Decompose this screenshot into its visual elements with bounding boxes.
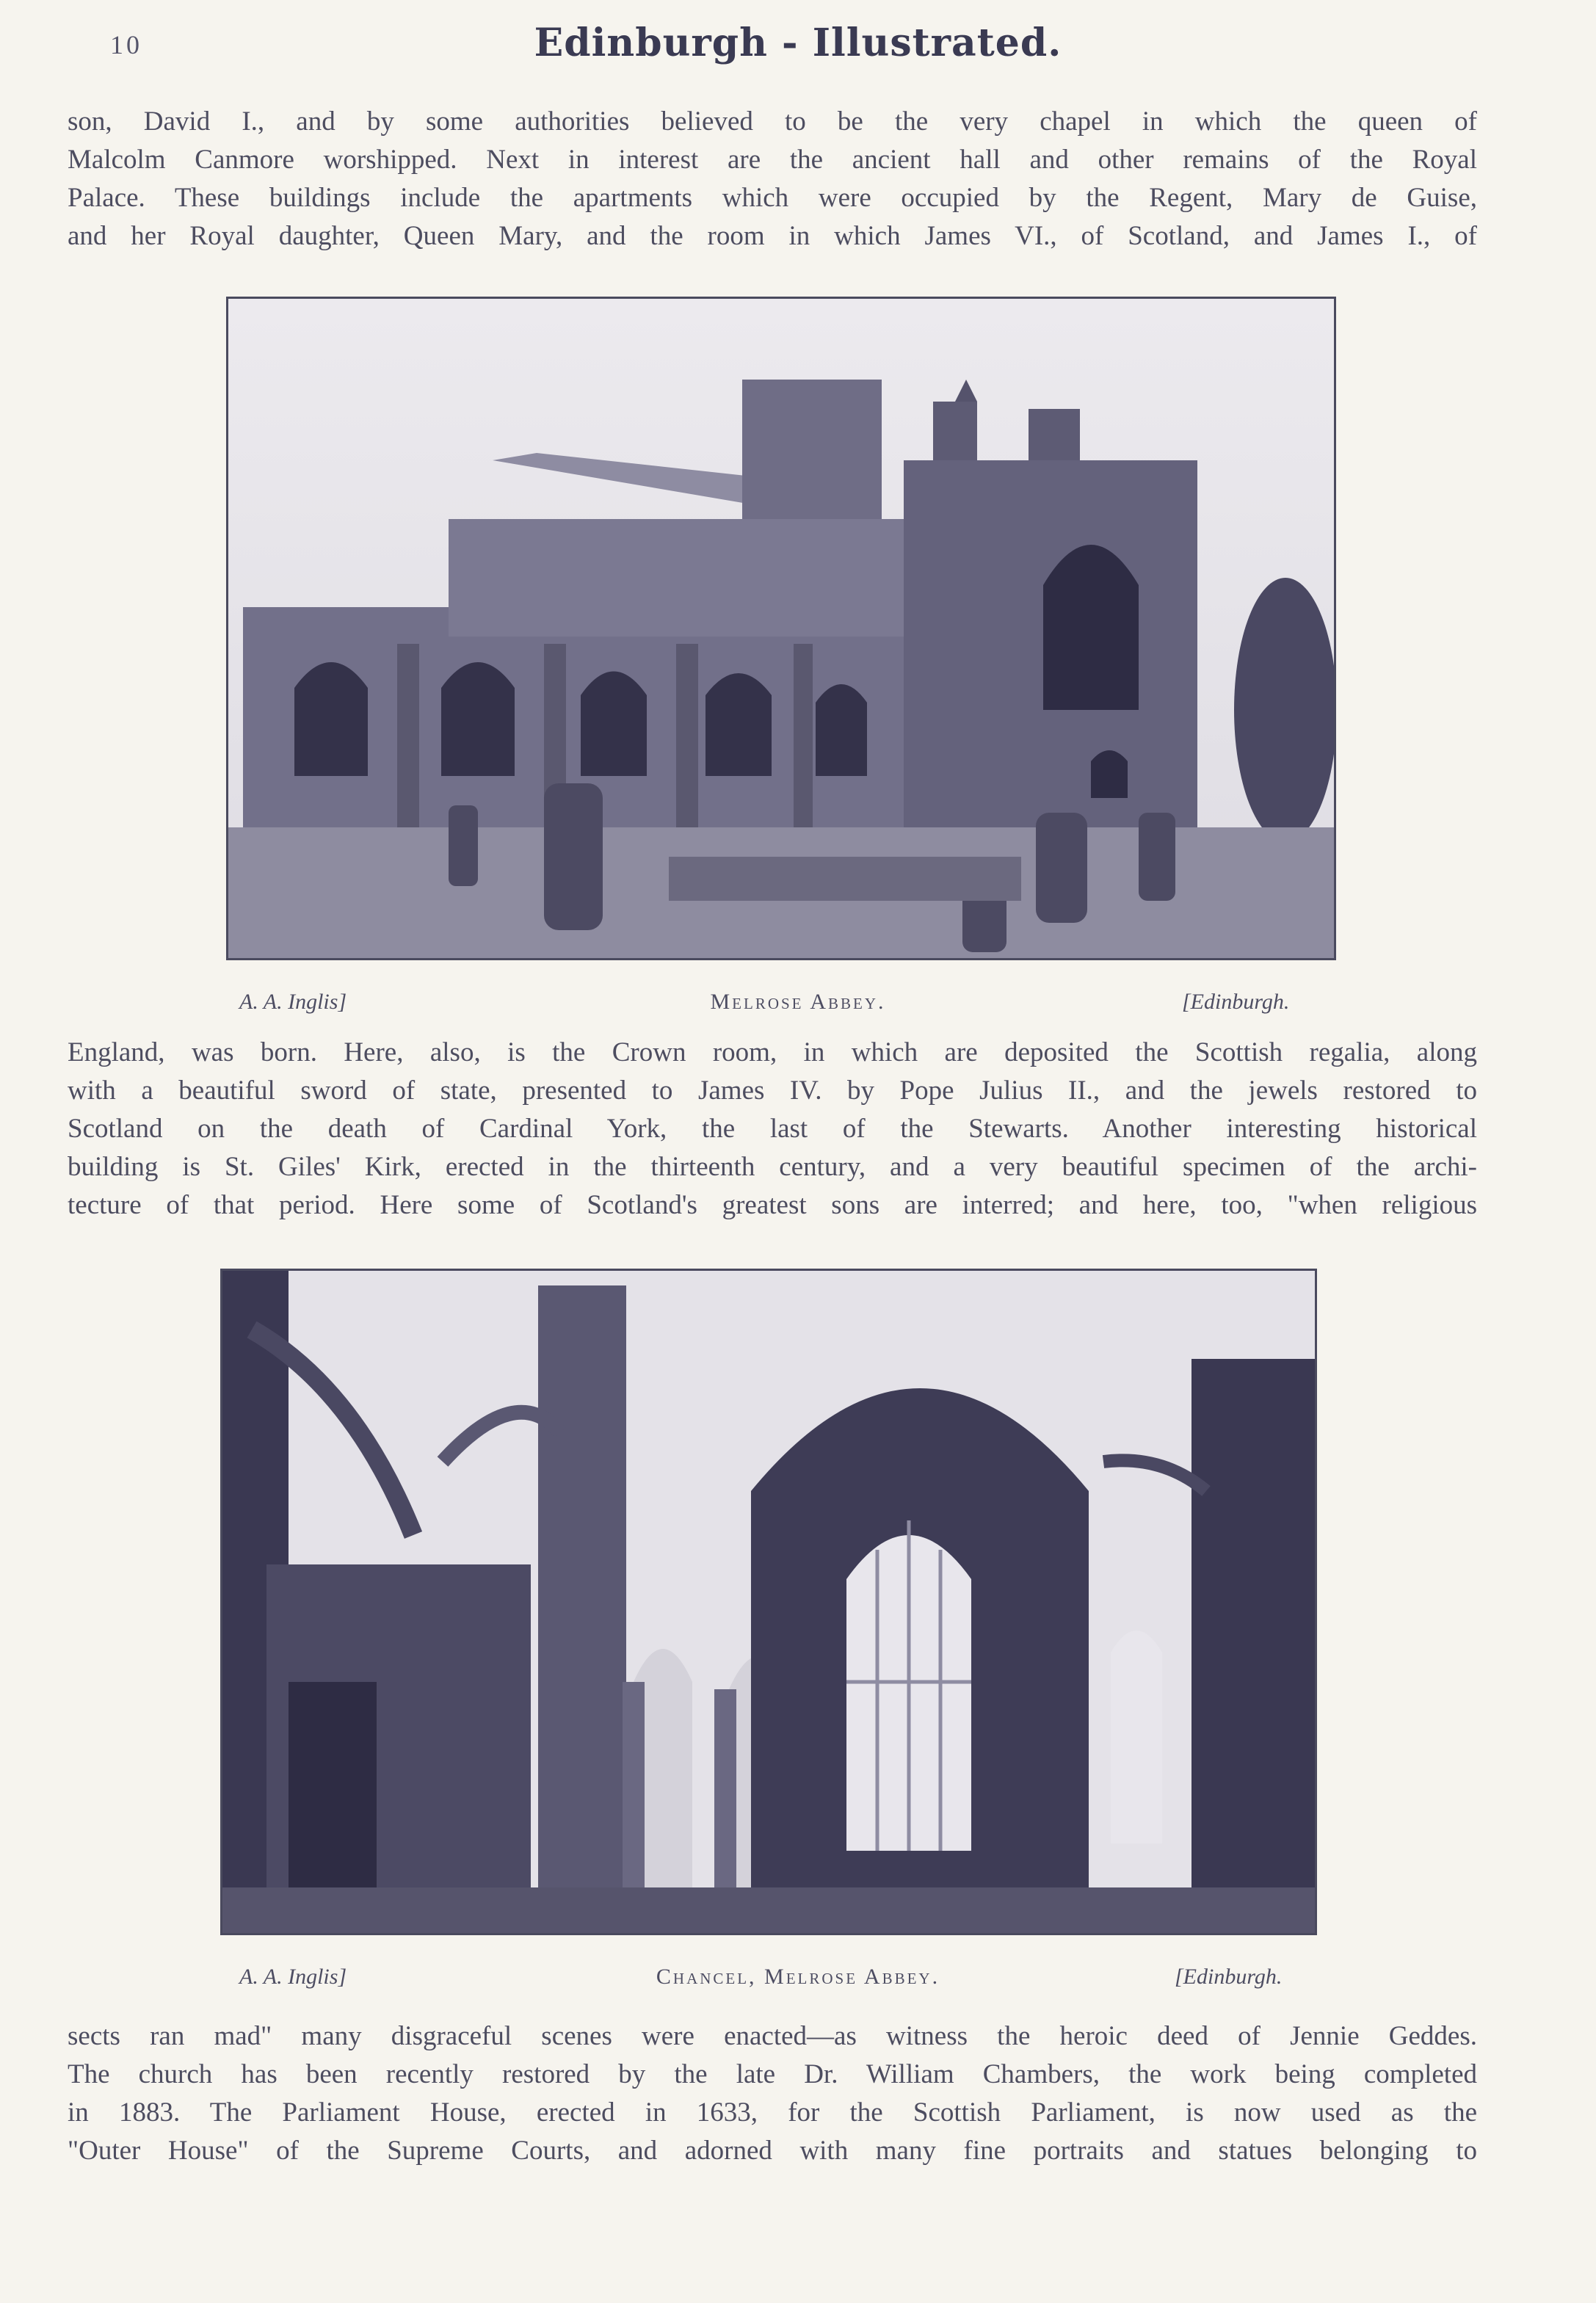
text-line: Malcolm Canmore worshipped. Next in interest are the ancient hall and other remains of the Royal (68, 145, 1477, 175)
chancel-photo (220, 1269, 1317, 1935)
text-line: son, David I., and by some authorities believed to be the very chapel in which the queen of (68, 106, 1477, 137)
melrose-abbey-photo (226, 297, 1336, 960)
publisher-credit: [Edinburgh. (1182, 990, 1290, 1014)
text-line: sects ran mad" many disgraceful scenes were enacted—as witness the heroic deed of Jennie Geddes. (68, 2021, 1477, 2051)
figure-title: Chancel, Melrose Abbey. (656, 1965, 940, 1989)
chancel-illustration (222, 1271, 1315, 1933)
text-line: The church has been recently restored by the late Dr. William Chambers, the work being completed (68, 2059, 1477, 2089)
paragraph-3 (68, 2017, 1477, 2170)
abbey-exterior-illustration (228, 299, 1334, 958)
text-line: with a beautiful sword of state, presented to James IV. by Pope Julius II., and the jewels restored to (68, 1076, 1477, 1106)
photographer-credit: A. A. Inglis] (239, 990, 347, 1014)
figure-title: Melrose Abbey. (710, 990, 886, 1014)
running-title: Edinburgh - Illustrated. (534, 21, 1062, 65)
page-number: 10 (110, 30, 142, 59)
text-line: and her Royal daughter, Queen Mary, and the room in which James VI., of Scotland, and James I., of (68, 221, 1477, 251)
text-line: building is St. Giles' Kirk, erected in the thirteenth century, and a very beautiful specimen of the archi- (68, 1152, 1477, 1182)
text-line: "Outer House" of the Supreme Courts, and adorned with many fine portraits and statues belonging to (68, 2136, 1477, 2166)
publisher-credit: [Edinburgh. (1175, 1965, 1283, 1989)
text-line: England, was born. Here, also, is the Crown room, in which are deposited the Scottish regalia, along (68, 1037, 1477, 1067)
figure-1-caption (0, 990, 1596, 1019)
paragraph-2 (68, 1034, 1477, 1225)
photographer-credit: A. A. Inglis] (239, 1965, 347, 1989)
text-line: Palace. These buildings include the apartments which were occupied by the Regent, Mary de Guise, (68, 183, 1477, 213)
text-line: in 1883. The Parliament House, erected in 1633, for the Scottish Parliament, is now used as the (68, 2097, 1477, 2128)
text-line: tecture of that period. Here some of Scotland's greatest sons are interred; and here, too, "when religious (68, 1190, 1477, 1220)
text-line: Scotland on the death of Cardinal York, the last of the Stewarts. Another interesting historical (68, 1114, 1477, 1144)
paragraph-1 (68, 103, 1477, 255)
figure-2-caption (0, 1965, 1596, 1994)
